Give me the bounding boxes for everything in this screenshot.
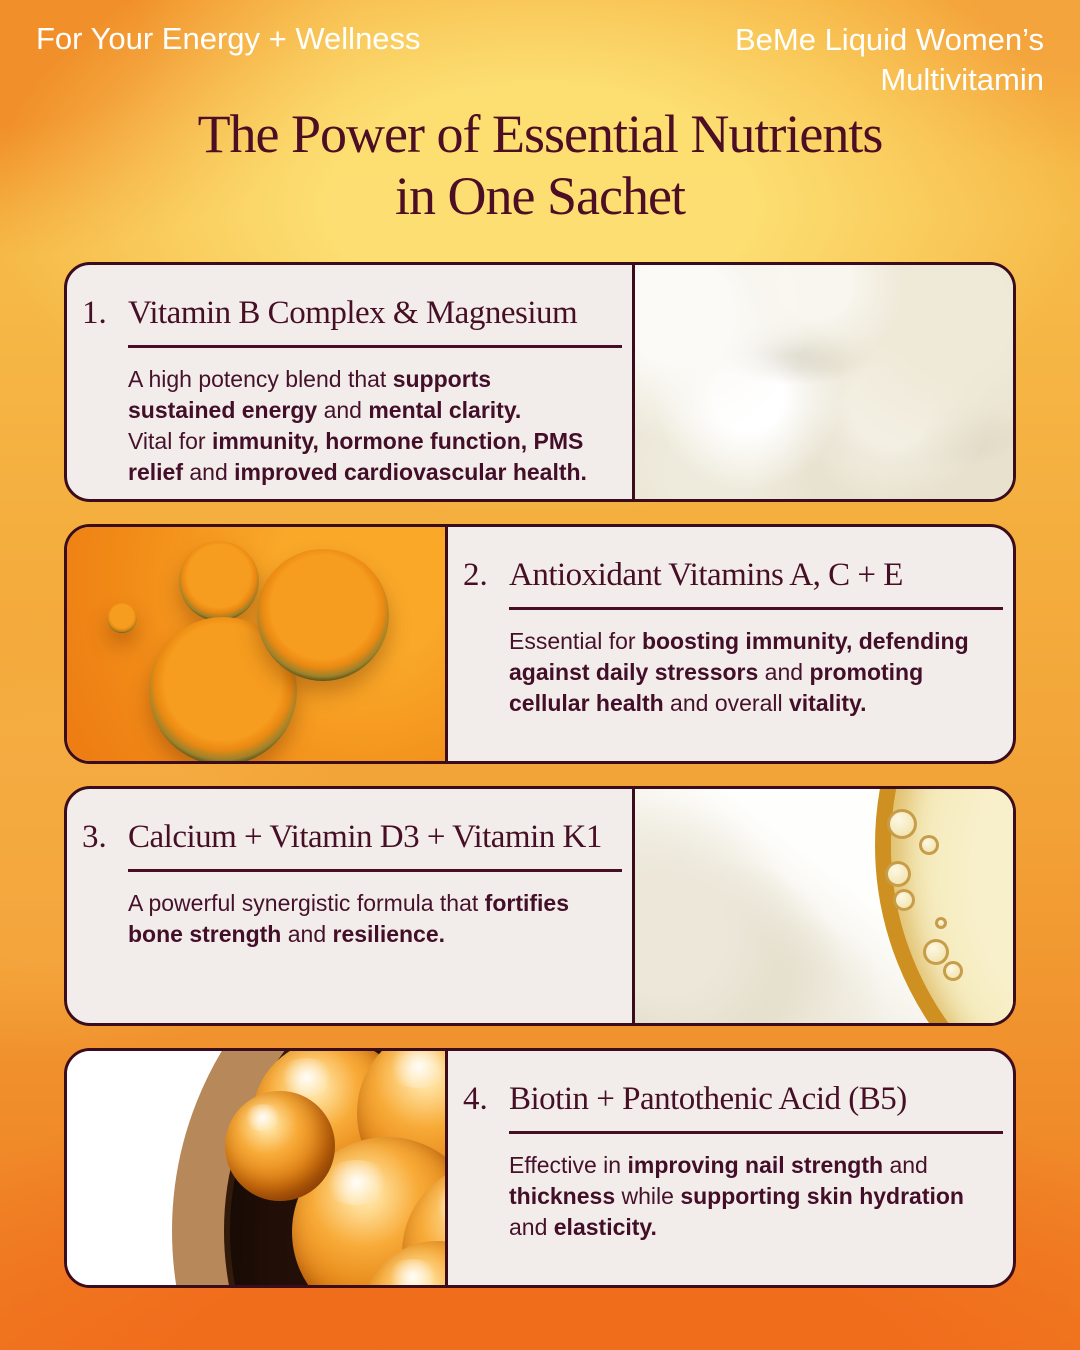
card-number: 3. [82, 819, 107, 855]
header-tagline: For Your Energy + Wellness [36, 21, 421, 56]
body-text: and [182, 458, 235, 485]
body-text: and [758, 658, 810, 685]
body-text: while [615, 1182, 681, 1209]
oil-drop-bubble [935, 917, 947, 929]
body-text: and [509, 1213, 554, 1240]
body-text: and [883, 1151, 928, 1178]
oil-drop-bubble [923, 939, 949, 965]
card-photo [67, 527, 448, 761]
emphasized-text: supports [392, 365, 492, 392]
emphasized-text: fortifies [484, 889, 570, 916]
card-content [509, 1081, 1013, 1243]
card-heading: Antioxidant Vitamins A, C + E [509, 557, 903, 593]
card-text [67, 265, 632, 499]
nutrient-card [64, 262, 1016, 502]
oil-bubble [257, 549, 389, 681]
card-text [67, 789, 632, 1023]
brand-line-2: Multivitamin [880, 62, 1044, 98]
card-photo [67, 1051, 448, 1285]
page-title [0, 104, 1080, 227]
oil-drop-bubble [887, 809, 917, 839]
emphasized-text: bone strength [128, 920, 282, 947]
card-photo [632, 265, 1013, 499]
card-heading: Biotin + Pantothenic Acid (B5) [509, 1081, 907, 1117]
emphasized-text: boosting immunity, [641, 627, 853, 654]
card-heading: Calcium + Vitamin D3 + Vitamin K1 [128, 819, 602, 855]
body-text: and overall [663, 689, 789, 716]
nutrient-card [64, 786, 1016, 1026]
title-line-1: The Power of Essential Nutrients [197, 104, 883, 164]
card-content [128, 295, 632, 488]
nutrient-card [64, 1048, 1016, 1288]
card-photo [632, 789, 1013, 1023]
emphasized-text: cellular health [509, 689, 664, 716]
card-description [509, 626, 1003, 719]
emphasized-text: immunity, [211, 427, 319, 454]
capsule [225, 1091, 335, 1201]
card-content [509, 557, 1013, 719]
emphasized-text: promoting [809, 658, 924, 685]
heading-underline [128, 345, 622, 348]
oil-drop-bubble [893, 889, 915, 911]
oil-bubble [107, 603, 137, 633]
emphasized-text: supporting skin hydration [680, 1182, 964, 1209]
oil-bubble [179, 541, 259, 621]
body-text: and [281, 920, 333, 947]
nutrient-card-list [64, 262, 1016, 1288]
card-content [128, 819, 632, 950]
emphasized-text: PMS [533, 427, 584, 454]
card-text [448, 527, 1013, 761]
emphasized-text: improved cardiovascular health. [234, 458, 587, 485]
card-heading: Vitamin B Complex & Magnesium [128, 295, 578, 331]
heading-underline [509, 607, 1003, 610]
emphasized-text: resilience. [332, 920, 446, 947]
title-line-2: in One Sachet [395, 165, 685, 226]
oil-drop-bubble [943, 961, 963, 981]
body-text: A high potency blend that [128, 365, 393, 392]
emphasized-text: vitality. [788, 689, 867, 716]
heading-underline [128, 869, 622, 872]
emphasized-text: thickness [509, 1182, 616, 1209]
card-number: 2. [463, 557, 488, 593]
body-text: and [317, 396, 369, 423]
card-number: 1. [82, 295, 107, 331]
emphasized-text: against daily stressors [509, 658, 759, 685]
card-text [448, 1051, 1013, 1285]
brand-name [735, 20, 1044, 101]
emphasized-text: hormone function, [325, 427, 528, 454]
body-text: A powerful synergistic formula that [128, 889, 485, 916]
header [36, 20, 1044, 101]
body-text: Vital for [128, 427, 212, 454]
emphasized-text: sustained energy [128, 396, 318, 423]
oil-drop-bubble [919, 835, 939, 855]
emphasized-text: defending [858, 627, 969, 654]
emphasized-text: elasticity. [553, 1213, 657, 1240]
body-text: Effective in [509, 1151, 628, 1178]
heading-underline [509, 1131, 1003, 1134]
nutrient-card [64, 524, 1016, 764]
emphasized-text: mental clarity. [368, 396, 522, 423]
body-text: Essential for [509, 627, 642, 654]
card-description [509, 1150, 1003, 1243]
card-number: 4. [463, 1081, 488, 1117]
oil-drop-bubble [885, 861, 911, 887]
emphasized-text: relief [128, 458, 183, 485]
emphasized-text: improving nail strength [627, 1151, 884, 1178]
card-description [128, 364, 622, 488]
card-description [128, 888, 622, 950]
brand-line-1: BeMe Liquid Women’s [734, 22, 1044, 57]
